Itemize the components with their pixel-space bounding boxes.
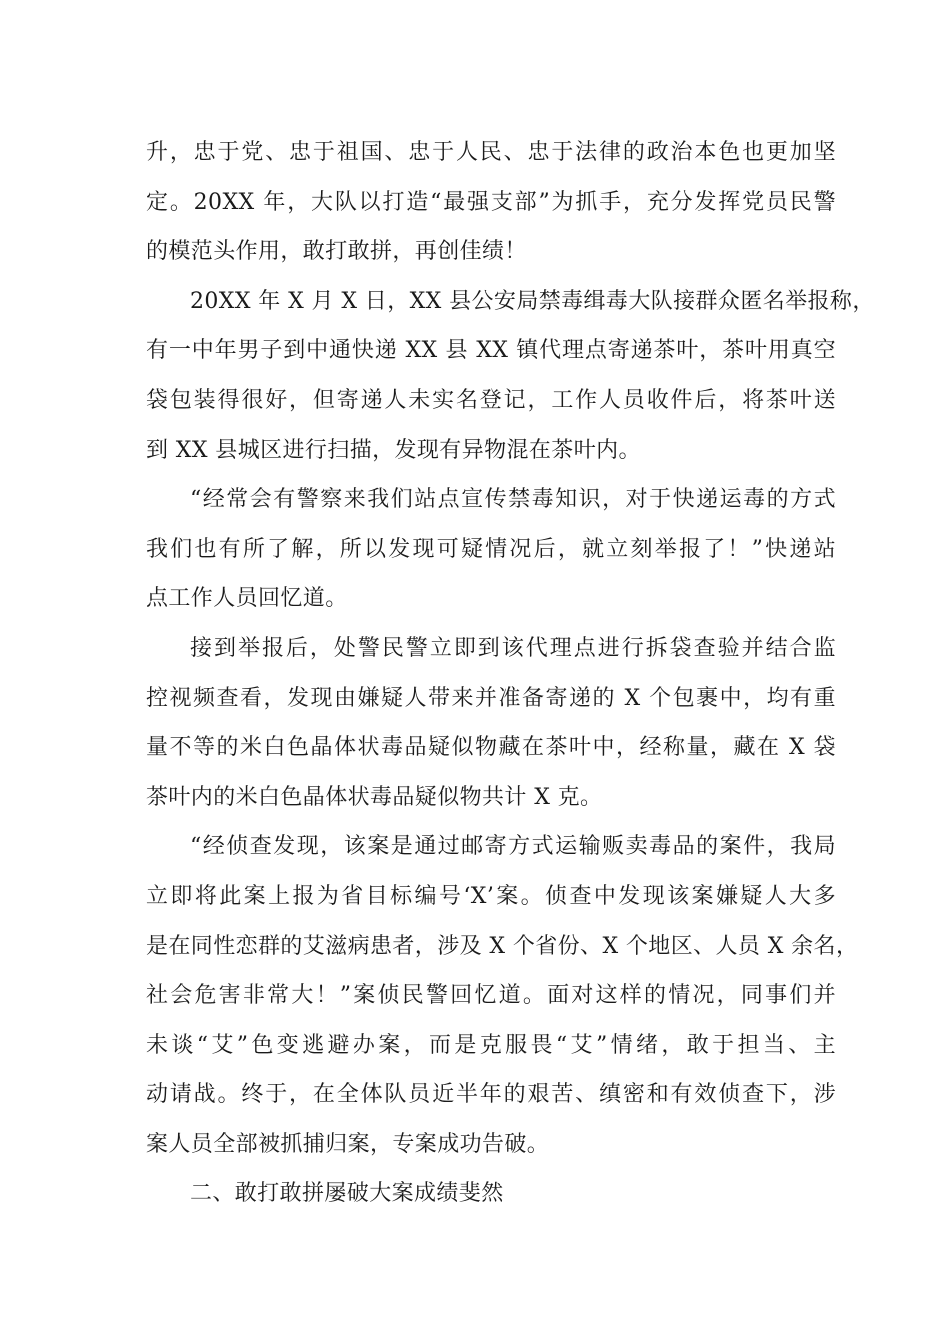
document-body [146, 128, 875, 1219]
text-line: 动请战。终于，在全体队员近半年的艰苦、缜密和有效侦查下，涉 [146, 1082, 836, 1108]
text-line: 的模范头作用，敢打敢拼，再创佳绩！ [146, 239, 527, 265]
text-line: 控视频查看，发现由嫌疑人带来并准备寄递的 X 个包裹中，均有重 [146, 685, 836, 711]
text-line: 升，忠于党、忠于祖国、忠于人民、忠于法律的政治本色也更加坚 [146, 140, 836, 165]
section-heading: 二、敢打敢拼屡破大案成绩斐然 [190, 1181, 504, 1207]
text-line: “经侦查发现，该案是通过邮寄方式运输贩卖毒品的案件，我局 [190, 834, 836, 860]
paragraph-5 [146, 822, 859, 1169]
text-line: 我们也有所了解，所以发现可疑情况后，就立刻举报了！”快递站 [146, 536, 836, 562]
text-line: 量不等的米白色晶体状毒品疑似物藏在茶叶中，经称量，藏在 X 袋 [146, 735, 836, 761]
text-line: 社会危害非常大！”案侦民警回忆道。面对这样的情况，同事们并 [146, 983, 836, 1009]
text-line: 20XX 年 X 月 X 日，XX 县公安局禁毒缉毒大队接群众匿名举报称， [190, 288, 875, 314]
text-line: 定。20XX 年，大队以打造“最强支部”为抓手，充分发挥党员民警 [146, 189, 836, 215]
paragraph-4 [146, 624, 836, 822]
text-line: 有一中年男子到中通快递 XX 县 XX 镇代理点寄递茶叶，茶叶用真空 [146, 338, 836, 364]
text-line: 未谈“艾”色变逃避办案，而是克服畏“艾”情绪，敢于担当、主 [146, 1032, 836, 1058]
text-line: 立即将此案上报为省目标编号‘X’案。侦查中发现该案嫌疑人大多 [146, 883, 836, 909]
text-line: 接到举报后，处警民警立即到该代理点进行拆袋查验并结合监 [190, 635, 836, 661]
paragraph-3 [146, 475, 836, 624]
text-line: 点工作人员回忆道。 [146, 586, 348, 612]
text-line: “经常会有警察来我们站点宣传禁毒知识，对于快递运毒的方式 [190, 487, 836, 513]
text-line: 袋包装得很好，但寄递人未实名登记，工作人员收件后，将茶叶送 [146, 387, 836, 413]
text-line: 到 XX 县城区进行扫描，发现有异物混在茶叶内。 [146, 437, 641, 463]
text-line: 是在同性恋群的艾滋病患者，涉及 X 个省份、X 个地区、人员 X 余名， [146, 933, 859, 959]
paragraph-2 [146, 277, 875, 475]
paragraph-1 [146, 128, 836, 277]
text-line: 茶叶内的米白色晶体状毒品疑似物共计 X 克。 [146, 784, 603, 810]
text-line: 案人员全部被抓捕归案，专案成功告破。 [146, 1131, 550, 1157]
